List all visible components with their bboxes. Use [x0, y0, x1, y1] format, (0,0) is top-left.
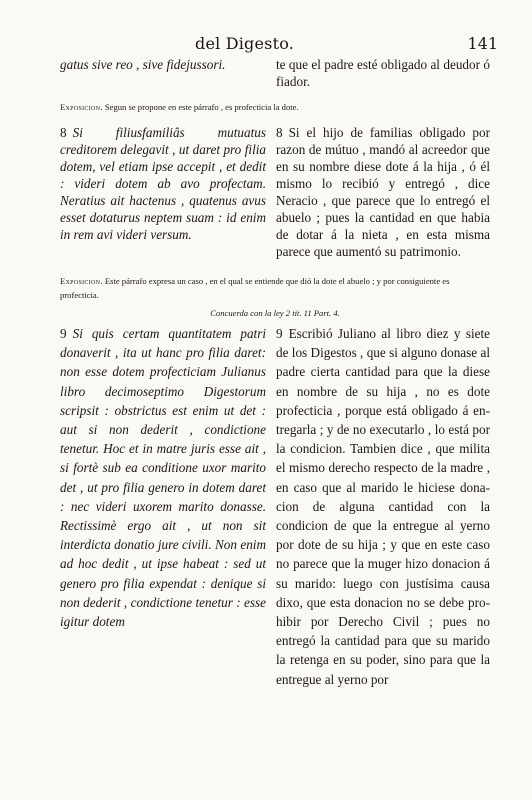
page-number: 141	[467, 34, 498, 53]
spanish-text: Si el hijo de familias obligado por razon de mútuo , mandó al acreedor que en su nombre diese dote á la hija , ó él mismo lo recibió y entregó , dice Neracio , que parece que lo entregó el abuelo ; pues la cantidad en que habia de dotar á la nieta , en esta misma parece que aumentó su patrimonio.	[276, 125, 490, 259]
latin-paragraph-9	[60, 324, 266, 689]
exposicion-text: Segun se propone en este párrafo , es profecticia la dote.	[104, 102, 299, 112]
paragraph-number: 8	[276, 125, 283, 140]
exposicion-lead: Exposicion.	[60, 276, 103, 286]
running-title: del Digesto.	[195, 34, 295, 53]
exposicion-text: Este párrafo expresa un caso , en el qual se entiende que dió la dote el abuelo ; y por consiguiente es profecticia.	[60, 276, 450, 300]
paragraph-8	[60, 124, 490, 260]
spanish-continuation: te que el padre esté obligado al deudor ó fiador.	[276, 57, 490, 89]
running-header	[60, 34, 498, 56]
concordance-line: Concuerda con la ley 2 tit. 11 Part. 4.	[210, 308, 340, 318]
document-page	[60, 34, 498, 689]
spanish-text: Escribió Juliano al libro diez y siete de los Digestos , que si alguno donase al padre cierta cantidad para que la diese en nombre de su hija , no es dote profecticia , porque está obligado á entregarla ; y de no executarlo , lo está por la condicion. Tambien dice , que milita el mismo derecho respecto de la madre , en caso que al marido le hiciese donacion de alguna cantidad con la condicion de que la entregue al yerno por dote de su hija ; y que en este caso no parece que la muger hizo donacion á su marido: luego con justísima causa dixo, que esta donacion no se debe prohibir por Derecho Civil ; pues no entregó la cantidad para que su marido la retenga en su poder, sino para que la entregue al yerno por	[276, 326, 490, 687]
exposicion-note-2	[60, 274, 490, 302]
spanish-paragraph-9	[276, 324, 490, 689]
exposicion-lead: Exposicion.	[60, 102, 103, 112]
exposicion-note-1	[60, 100, 490, 114]
top-continuation	[60, 56, 490, 90]
paragraph-9	[60, 324, 490, 689]
spanish-paragraph-8	[276, 124, 490, 260]
paragraph-number: 9	[276, 326, 283, 341]
paragraph-number: 8	[60, 125, 67, 140]
latin-text: Si quis certam quantitatem patri donaverit , ita ut hanc pro filia daret: non esse dotem profecticiam Julianus libro decimoseptimo Digestorum scripsit : obstrictus est enim ut det : aut si non dederit , condictione tenetur. Hoc et in matre juris esse ait , si fortè sub ea conditione uxor marito det , ut pro filia genero in dotem daret : nec videri uxorem marito donasse. Rectissimè ergo ait , ut non sit interdicta donatio jure civili. Non enim ad hoc dedit , ut ipse habeat : sed ut genero pro filia expendat : denique si non dederit , condictione tenetur : esse igitur dotem	[60, 326, 266, 630]
latin-continuation: gatus sive reo , sive fidejussori.	[60, 57, 226, 72]
paragraph-number: 9	[60, 326, 67, 341]
latin-paragraph-8	[60, 124, 266, 260]
latin-text: Si filiusfamiliâs mutuatus creditorem delegavit , ut daret pro filia dotem, vel etiam ipse accepit , et dedit : videri dotem ab avo profectam. Neratius ait hactenus , quatenus avus esset dotaturus neptem suam : id enim in rem avi videri versum.	[60, 125, 266, 242]
